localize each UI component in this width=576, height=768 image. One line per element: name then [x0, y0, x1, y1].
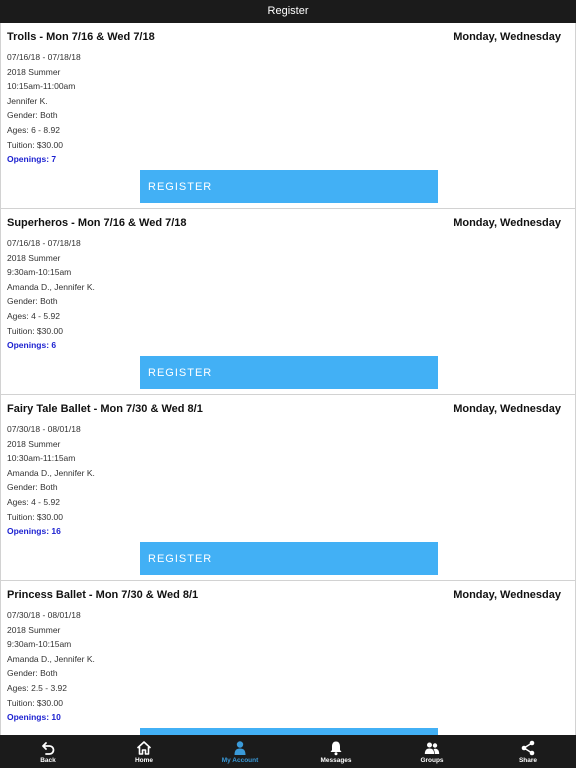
- class-days: Monday, Wednesday: [453, 589, 561, 601]
- group-icon: [424, 740, 440, 756]
- bell-icon: [328, 740, 344, 756]
- class-dates: 07/16/18 - 07/18/18: [7, 238, 81, 248]
- class-title: Fairy Tale Ballet - Mon 7/30 & Wed 8/1: [7, 403, 203, 415]
- tab-label: Messages: [320, 757, 352, 764]
- class-card-trolls: [0, 23, 576, 209]
- class-time: 9:30am-10:15am: [7, 267, 72, 278]
- class-tuition: Tuition: $30.00: [7, 697, 63, 708]
- class-ages: Ages: 2.5 - 3.92: [7, 682, 68, 693]
- top-bar: [0, 0, 576, 23]
- class-list[interactable]: [0, 23, 576, 735]
- class-time: 10:15am-11:00am: [7, 81, 76, 92]
- class-title: Superheros - Mon 7/16 & Wed 7/18: [7, 217, 187, 229]
- class-dates: 07/30/18 - 08/01/18: [7, 424, 81, 434]
- tab-label: Home: [134, 757, 154, 764]
- class-gender: Gender: Both: [7, 296, 58, 307]
- class-instructors: Amanda D., Jennifer K.: [7, 467, 95, 478]
- tab-label: Share: [518, 757, 538, 764]
- class-openings: Openings: 6: [7, 340, 57, 351]
- back-arrow-icon: [40, 740, 56, 756]
- class-tuition: Tuition: $30.00: [7, 511, 63, 522]
- class-days: Monday, Wednesday: [453, 217, 561, 229]
- class-instructors: Jennifer K.: [7, 95, 48, 106]
- register-button[interactable]: REGISTER: [140, 356, 438, 389]
- class-title: Princess Ballet - Mon 7/30 & Wed 8/1: [7, 589, 199, 601]
- tab-groups[interactable]: [384, 735, 480, 768]
- class-instructors: Amanda D., Jennifer K.: [7, 281, 95, 292]
- tab-home[interactable]: [96, 735, 192, 768]
- class-ages: Ages: 4 - 5.92: [7, 496, 60, 507]
- tab-messages[interactable]: [288, 735, 384, 768]
- class-card-superheros: [0, 209, 576, 395]
- class-openings: Openings: 16: [7, 526, 61, 537]
- tab-label: Back: [40, 757, 56, 764]
- class-tuition: Tuition: $30.00: [7, 325, 63, 336]
- bottom-tab-bar: [0, 735, 576, 768]
- class-tuition: Tuition: $30.00: [7, 139, 63, 150]
- class-dates: 07/30/18 - 08/01/18: [7, 610, 81, 620]
- class-season: 2018 Summer: [7, 252, 61, 263]
- register-button[interactable]: REGISTER: [140, 170, 438, 203]
- class-dates: 07/16/18 - 07/18/18: [7, 52, 81, 62]
- class-days: Monday, Wednesday: [453, 403, 561, 415]
- class-season: 2018 Summer: [7, 624, 61, 635]
- class-gender: Gender: Both: [7, 668, 58, 679]
- tab-share[interactable]: [480, 735, 576, 768]
- tab-my-account[interactable]: [192, 735, 288, 768]
- class-season: 2018 Summer: [7, 66, 61, 77]
- register-button[interactable]: REGISTER: [140, 542, 438, 575]
- class-gender: Gender: Both: [7, 110, 58, 121]
- home-icon: [136, 740, 152, 756]
- share-icon: [520, 740, 536, 756]
- tab-label: Groups: [420, 757, 444, 764]
- class-card-fairy-tale-ballet: [0, 395, 576, 581]
- class-gender: Gender: Both: [7, 482, 58, 493]
- class-season: 2018 Summer: [7, 438, 61, 449]
- class-days: Monday, Wednesday: [453, 31, 561, 43]
- class-instructors: Amanda D., Jennifer K.: [7, 653, 95, 664]
- class-openings: Openings: 7: [7, 154, 57, 165]
- person-icon: [232, 740, 248, 756]
- tab-label: My Account: [221, 757, 259, 764]
- class-ages: Ages: 6 - 8.92: [7, 124, 60, 135]
- class-time: 10:30am-11:15am: [7, 453, 76, 464]
- page-title: Register: [267, 5, 309, 17]
- class-ages: Ages: 4 - 5.92: [7, 310, 60, 321]
- class-openings: Openings: 10: [7, 712, 61, 723]
- class-time: 9:30am-10:15am: [7, 639, 72, 650]
- class-title: Trolls - Mon 7/16 & Wed 7/18: [7, 31, 155, 43]
- tab-back[interactable]: [0, 735, 96, 768]
